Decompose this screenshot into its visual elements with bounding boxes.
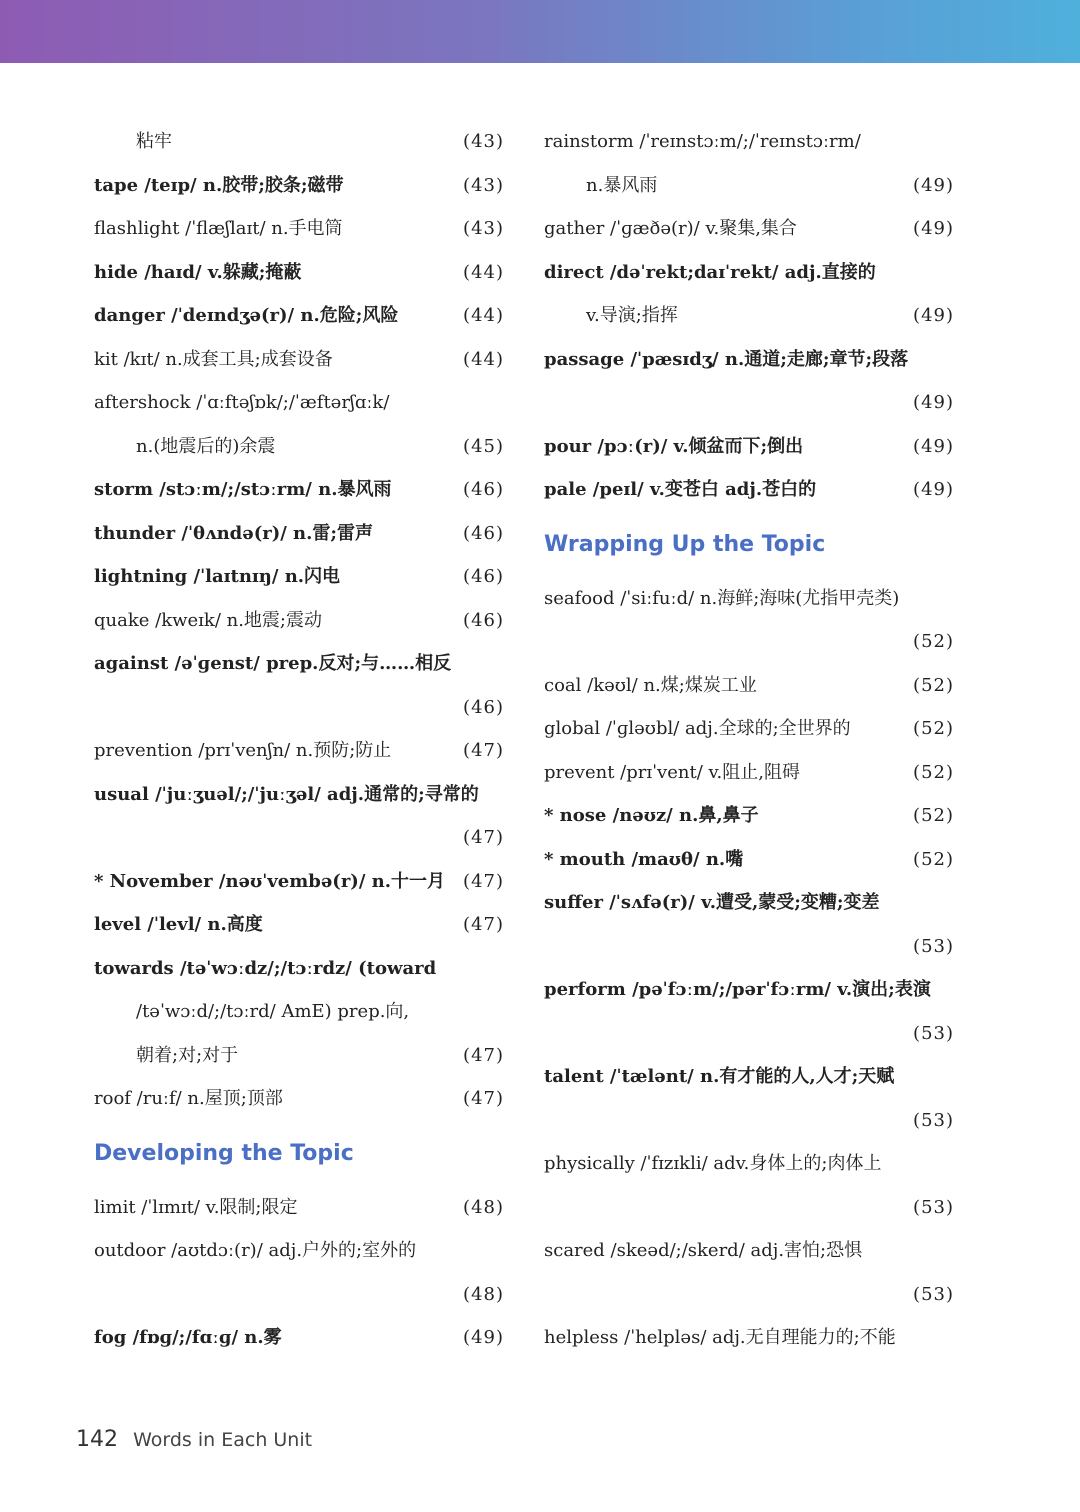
vocab-entry [544,1099,954,1143]
entry-page-ref: (52) [913,631,954,652]
entry-page-ref: (52) [913,805,954,826]
vocab-entry [94,642,504,686]
vocab-entry [544,338,954,382]
vocab-entry [544,207,954,251]
section-title: Words in Each Unit [133,1429,313,1451]
left-column [94,120,504,1360]
entry-page-ref: (46) [463,522,504,544]
entry-page-ref: (44) [463,305,504,326]
vocab-entry [544,664,954,708]
entry-text: v.导演;指挥 [586,305,678,326]
vocab-entry [94,1229,504,1273]
entry-page-ref: (49) [913,305,954,326]
entry-text: quake /kweɪk/ n.地震;震动 [94,609,322,631]
vocab-entry [94,1034,504,1078]
entry-text: aftershock /ˈɑːftəʃɒk/;/ˈæftərʃɑːk/ [94,392,390,413]
entry-page-ref: (43) [463,174,504,196]
entry-text: hide /haɪd/ v.躲藏;掩蔽 [94,261,302,283]
entry-page-ref: (49) [913,392,954,413]
vocab-entry [94,251,504,295]
vocab-entry [94,120,504,164]
entry-page-ref: (53) [913,935,954,957]
entry-text: pour /pɔː(r)/ v.倾盆而下;倒出 [544,435,804,457]
vocab-entry [94,468,504,512]
entry-text: limit /ˈlɪmɪt/ v.限制;限定 [94,1196,298,1218]
vocab-entry [94,599,504,643]
entry-text: scared /skeəd/;/skerd/ adj.害怕;恐惧 [544,1240,863,1261]
entry-page-ref: (46) [463,609,504,631]
section-heading-text: Wrapping Up the Topic [544,531,826,557]
entry-page-ref: (49) [463,1327,504,1348]
vocab-entry [544,251,954,295]
entry-text: gather /ˈɡæðə(r)/ v.聚集,集合 [544,218,797,239]
section-heading [544,512,954,577]
entry-page-ref: (53) [913,1022,954,1044]
vocab-entry [94,381,504,425]
entry-page-ref: (52) [913,674,954,696]
entry-text: danger /ˈdeɪndʒə(r)/ n.危险;风险 [94,305,399,326]
vocab-entry [544,838,954,882]
entry-page-ref: (47) [463,1088,504,1109]
vocab-entry [94,1316,504,1360]
entry-text: talent /ˈtælənt/ n.有才能的人,人才;天赋 [544,1066,895,1087]
entry-page-ref: (49) [913,479,954,500]
header-band [0,0,1080,63]
entry-text: fog /fɒɡ/;/fɑːɡ/ n.雾 [94,1327,282,1348]
entry-text: * mouth /maʊθ/ n.嘴 [544,848,744,870]
entry-text: suffer /ˈsʌfə(r)/ v.遭受,蒙受;变糟;变差 [544,892,880,913]
entry-text: perform /pəˈfɔːm/;/pərˈfɔːrm/ v.演出;表演 [544,979,931,1000]
entry-text: coal /kəʊl/ n.煤;煤炭工业 [544,674,757,696]
entry-text: pale /peɪl/ v.变苍白 adj.苍白的 [544,479,817,500]
entry-page-ref: (49) [913,218,954,239]
entry-text: seafood /ˈsiːfuːd/ n.海鲜;海味(尤指甲壳类) [544,587,900,609]
entry-text: passage /ˈpæsɪdʒ/ n.通道;走廊;章节;段落 [544,348,909,370]
vocab-entry [544,120,954,164]
vocab-entry [544,1055,954,1099]
entry-text: kit /kɪt/ n.成套工具;成套设备 [94,348,333,370]
vocab-entry [544,1012,954,1056]
vocab-entry [94,947,504,991]
vocab-entry [94,860,504,904]
entry-text: n.暴风雨 [586,174,658,196]
entry-page-ref: (52) [913,718,954,739]
entry-text: physically /ˈfɪzɪkli/ adv.身体上的;肉体上 [544,1153,882,1174]
entry-page-ref: (43) [463,131,504,152]
entry-text: against /əˈɡenst/ prep.反对;与……相反 [94,653,452,674]
entry-page-ref: (46) [463,696,504,718]
page-number: 142 [76,1427,118,1452]
vocab-entry [94,773,504,817]
entry-text: towards /təˈwɔːdz/;/tɔːrdz/ (toward [94,957,437,979]
entry-text: 朝着;对;对于 [136,1044,239,1066]
vocab-entry [94,555,504,599]
entry-text: helpless /ˈhelpləs/ adj.无自理能力的;不能 [544,1327,896,1348]
entry-text: level /ˈlevl/ n.高度 [94,914,263,935]
entry-page-ref: (52) [913,761,954,783]
entry-page-ref: (47) [463,740,504,761]
entry-text: * nose /nəʊz/ n.鼻,鼻子 [544,805,759,826]
entry-text: n.(地震后的)余震 [136,435,276,457]
entry-text: prevent /prɪˈvent/ v.阻止,阻碍 [544,761,800,783]
vocab-entry [544,1229,954,1273]
vocab-entry [544,294,954,338]
entry-text: tape /teɪp/ n.胶带;胶条;磁带 [94,174,344,196]
vocab-entry [544,164,954,208]
entry-text: usual /ˈjuːʒuəl/;/ˈjuːʒəl/ adj.通常的;寻常的 [94,783,479,805]
vocab-entry [94,1186,504,1230]
vocab-entry [544,577,954,621]
entry-page-ref: (47) [463,827,504,848]
entry-page-ref: (43) [463,218,504,239]
entry-page-ref: (53) [913,1109,954,1131]
entry-page-ref: (45) [463,435,504,457]
entry-text: storm /stɔːm/;/stɔːrm/ n.暴风雨 [94,479,392,500]
entry-text: /təˈwɔːd/;/tɔːrd/ AmE) prep.向, [136,1001,410,1022]
section-heading-text: Developing the Topic [94,1140,354,1166]
vocab-entry [544,425,954,469]
entry-text: prevention /prɪˈvenʃn/ n.预防;防止 [94,740,392,761]
entry-page-ref: (48) [463,1283,504,1305]
vocab-entry [544,1316,954,1360]
vocab-entry [544,968,954,1012]
vocab-entry [94,294,504,338]
vocab-entry [94,990,504,1034]
vocab-entry [544,1186,954,1230]
vocab-entry [94,1273,504,1317]
vocab-entry [544,707,954,751]
entry-page-ref: (49) [913,174,954,196]
section-heading [94,1121,504,1186]
entry-text: outdoor /aʊtdɔː(r)/ adj.户外的;室外的 [94,1240,417,1261]
entry-page-ref: (52) [913,848,954,870]
vocab-entry [544,881,954,925]
entry-page-ref: (46) [463,479,504,500]
entry-page-ref: (44) [463,261,504,283]
entry-text: direct /dəˈrekt;daɪˈrekt/ adj.直接的 [544,261,876,283]
entry-page-ref: (48) [463,1196,504,1218]
vocab-entry [544,381,954,425]
entry-page-ref: (44) [463,348,504,370]
vocab-entry [94,729,504,773]
vocab-entry [94,207,504,251]
page-footer [76,1422,312,1458]
vocab-entry [94,903,504,947]
vocab-entry [544,794,954,838]
entry-text: 粘牢 [136,131,172,152]
right-column [544,120,954,1360]
entry-page-ref: (49) [913,435,954,457]
entry-text: flashlight /ˈflæʃlaɪt/ n.手电筒 [94,218,343,239]
vocab-entry [544,1142,954,1186]
entry-page-ref: (53) [913,1283,954,1305]
vocab-entry [94,338,504,382]
entry-text: global /ˈɡləʊbl/ adj.全球的;全世界的 [544,718,851,739]
entry-text: roof /ruːf/ n.屋顶;顶部 [94,1088,283,1109]
entry-text: thunder /ˈθʌndə(r)/ n.雷;雷声 [94,522,374,544]
entry-page-ref: (47) [463,914,504,935]
vocab-entry [544,751,954,795]
vocab-entry [94,512,504,556]
vocab-entry [94,164,504,208]
vocab-entry [94,816,504,860]
vocab-entry [94,1077,504,1121]
vocab-entry [544,1273,954,1317]
vocab-entry [544,620,954,664]
entry-page-ref: (46) [463,566,504,587]
vocab-entry [544,468,954,512]
vocab-entry [544,925,954,969]
vocab-entry [94,686,504,730]
entry-text: lightning /ˈlaɪtnɪŋ/ n.闪电 [94,566,341,587]
entry-page-ref: (47) [463,870,504,892]
entry-page-ref: (47) [463,1044,504,1066]
entry-page-ref: (53) [913,1196,954,1218]
entry-text: rainstorm /ˈreɪnstɔːm/;/ˈreɪnstɔːrm/ [544,131,861,152]
vocab-entry [94,425,504,469]
entry-text: * November /nəʊˈvembə(r)/ n.十一月 [94,870,446,892]
